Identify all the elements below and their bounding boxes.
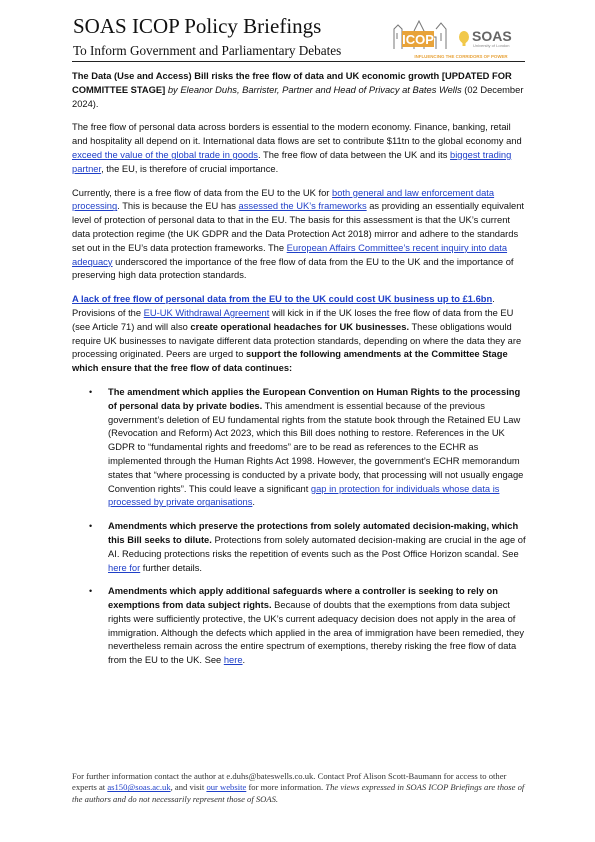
page-title: SOAS ICOP Policy Briefings <box>73 14 322 38</box>
text-segment: The free flow of personal data across borders is essential to the modern economy. Finance, banking, retail and hospitality all depend on it. International data flows are set to contribute $11tn to the global economy and <box>72 122 522 147</box>
link-here[interactable]: here <box>223 655 243 666</box>
amendment-text: This amendment is essential because of the previous government’s deletion of EU fundamental rights from the statute book through the Retained EU Law (Revocation and Reform) Act 2023, which this Bill does nothing to restore. References in the UK GDPR to “fundamental rights and freedoms” are to be read as references to the ECHR as implemented through the Human Rights Act 1998. However, the government’s ECHR memorandum states that “where processing is conducted by a private body, that processing will not usually engage Convention rights”. This could leave a significant <box>108 400 524 494</box>
bullet-icon: • <box>89 386 93 397</box>
text-segment: . <box>242 655 246 666</box>
link-committee-inquiry[interactable]: European Affairs Committee’s recent inquiry into data adequacy <box>72 242 508 267</box>
link-global-trade[interactable]: exceed the value of the global trade in goods <box>72 149 258 160</box>
text-segment: , the EU, is therefore of crucial importance. <box>101 163 279 174</box>
header-divider <box>72 61 525 62</box>
amendment-text: Because of doubts that the exemptions from data subject rights were sufficiently protective, the UK’s current adequacy decision does not apply in the area of immigration. Although the defects which applied in the area of immigration have been remedied, they nevertheless remain across the entire spectrum of exemptions, thereby risking the free flow of data from the EU to the UK. See <box>108 600 525 666</box>
briefing-title: The Data (Use and Access) Bill risks the free flow of data and UK economic growth [UPDATED FOR COMMITTEE STAGE] <box>72 71 512 95</box>
text-segment: underscored the importance of the free flow of data from the EU to the UK and the importance of preserving high data protection standards. <box>72 256 514 281</box>
link-contact-email[interactable]: as150@soas.ac.uk <box>107 782 171 793</box>
text-segment: further details. <box>140 562 203 573</box>
soas-logo-text: SOAS <box>472 28 512 44</box>
logo-tagline: INFLUENCING THE CORRIDORS OF POWER <box>414 54 508 59</box>
link-biggest-trading-partner[interactable]: biggest trading partner <box>72 149 512 174</box>
list-item <box>72 520 526 575</box>
link-withdrawal-agreement[interactable]: EU-UK Withdrawal Agreement <box>143 307 270 318</box>
text-segment: will kick in if the UK loses the free flow of data from the EU (see Article 71) and will also <box>72 307 514 332</box>
briefing-date: (02 December 2024). <box>72 84 524 109</box>
paragraph-cost <box>72 293 526 376</box>
text-segment: . <box>252 497 255 508</box>
paragraph-free-flow <box>72 121 526 176</box>
link-here-for[interactable]: here for <box>108 562 141 573</box>
list-item <box>72 386 526 510</box>
text-segment: for more information. <box>246 782 326 793</box>
intro-paragraph <box>72 70 526 111</box>
text-segment: . This is because the EU has <box>117 201 239 212</box>
page-footer <box>72 771 532 805</box>
disclaimer-text: The views expressed in SOAS ICOP Briefings are those of the authors and do not necessarily represent those of SOAS. <box>72 782 525 804</box>
lamp-icon <box>459 31 469 46</box>
amendment-heading: The amendment which applies the European Convention on Human Rights to the processing of personal data by private bodies. <box>108 386 521 411</box>
amendment-heading: Amendments which apply additional safeguards where a controller is seeking to rely on exemptions from data subject rights. <box>108 586 498 611</box>
soas-icop-logo <box>392 15 530 61</box>
link-protection-gap[interactable]: gap in protection for individuals whose data is processed by private organisations <box>108 483 500 508</box>
amendments-list <box>72 386 526 668</box>
text-segment: Currently, there is a free flow of data from the EU to the UK for <box>72 187 333 198</box>
text-segment: For further information contact the author at e.duhs@bateswells.co.uk. Contact Prof Alison Scott-Baumann for access to other experts at <box>72 771 507 793</box>
bullet-icon: • <box>89 586 93 597</box>
briefing-body <box>72 70 526 678</box>
text-segment: , and visit <box>170 782 207 793</box>
paragraph-adequacy <box>72 187 526 284</box>
text-segment: . The free flow of data between the UK and its <box>257 149 450 160</box>
icop-logo-text: ICOP <box>402 32 434 47</box>
amendment-heading: Amendments which preserve the protections from solely automated decision-making, which this Bill seeks to dilute. <box>108 521 519 545</box>
text-segment: . Provisions of the <box>72 294 495 318</box>
text-segment: support the following amendments at the Committee Stage which ensure that the free flow of data continues: <box>72 349 508 374</box>
text-segment: These obligations would require UK businesses to navigate different data protection standards, depending on where the data they are processing originated. Peers are urged to <box>72 321 522 360</box>
list-item <box>72 585 526 668</box>
page-subtitle: To Inform Government and Parliamentary Debates <box>73 43 342 58</box>
link-uk-frameworks[interactable]: assessed the UK’s frameworks <box>238 201 367 212</box>
bullet-icon: • <box>89 521 93 532</box>
link-our-website[interactable]: our website <box>206 782 247 793</box>
author-byline: by Eleanor Duhs, Barrister, Partner and Head of Privacy at Bates Wells <box>165 84 462 95</box>
link-law-enforcement-processing[interactable]: both general and law enforcement data processing <box>72 187 495 212</box>
soas-logo-subtext: University of London <box>473 43 510 48</box>
text-segment: create operational headaches for UK businesses. <box>190 321 410 332</box>
link-cost-to-business[interactable]: A lack of free flow of personal data from the EU to the UK could cost UK business up to £1.6bn <box>72 294 493 305</box>
amendment-text: Protections from solely automated decision-making are crucial in the age of AI. Reducing protections risks the repetition of events such as the Post Office Horizon scandal. See <box>108 534 526 559</box>
text-segment: as providing an essentially equivalent level of protection of personal data to that in the EU. The basis for this assessment is that the UK’s current data protection regime (the UK GDPR and the Data Protection Act 2018) mirror and adhere to the standards set out in the EU’s data protection frameworks. The <box>72 201 525 253</box>
